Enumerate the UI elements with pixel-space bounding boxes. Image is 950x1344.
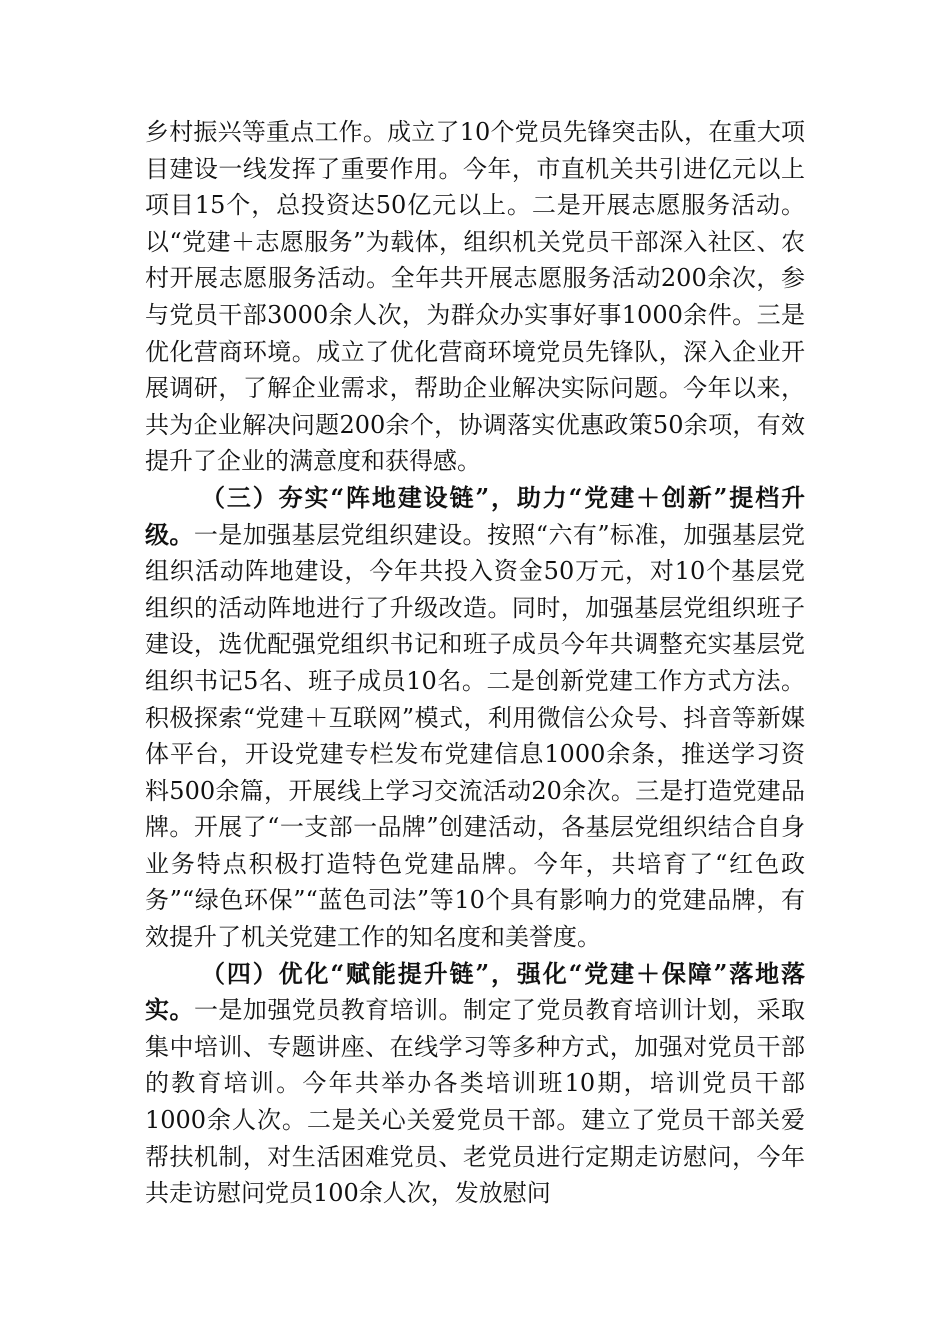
- document-page: [145, 114, 805, 1212]
- section-heading: （四）优化“赋能提升链”，强化“党建＋保障”落地落实。: [145, 958, 805, 1025]
- section-heading: （三）夯实“阵地建设链”，助力“党建＋创新”提档升级。: [145, 482, 805, 549]
- paragraph-body: 一是加强党员教育培训。制定了党员教育培训计划，采取集中培训、专题讲座、在线学习等多种方式，加强对党员干部的教育培训。今年共举办各类培训班10期，培训党员干部1000余人次。二是关心关爱党员干部。建立了党员干部关爱帮扶机制，对生活困难党员、老党员进行定期走访慰问，今年共走访慰问党员100余人次，发放慰问: [145, 996, 806, 1208]
- paragraph-body: 乡村振兴等重点工作。成立了10个党员先锋突击队，在重大项目建设一线发挥了重要作用。今年，市直机关共引进亿元以上项目15个，总投资达50亿元以上。二是开展志愿服务活动。以“党建＋志愿服务”为载体，组织机关党员干部深入社区、农村开展志愿服务活动。全年共开展志愿服务活动200余次，参与党员干部3000余人次，为群众办实事好事1000余件。三是优化营商环境。成立了优化营商环境党员先锋队，深入企业开展调研，了解企业需求，帮助企业解决实际问题。今年以来，共为企业解决问题200余个，协调落实优惠政策50余项，有效提升了企业的满意度和获得感。: [145, 118, 805, 476]
- paragraph-continuation: [145, 114, 805, 480]
- paragraph-section-4: [145, 956, 805, 1212]
- paragraph-body: 一是加强基层党组织建设。按照“六有”标准，加强基层党组织活动阵地建设，今年共投入资金50万元，对10个基层党组织的活动阵地进行了升级改造。同时，加强基层党组织班子建设，选优配强党组织书记和班子成员今年共调整充实基层党组织书记5名、班子成员10名。二是创新党建工作方式方法。积极探索“党建＋互联网”模式，利用微信公众号、抖音等新媒体平台，开设党建专栏发布党建信息1000余条，推送学习资料500余篇，开展线上学习交流活动20余次。三是打造党建品牌。开展了“一支部一品牌”创建活动，各基层党组织结合自身业务特点积极打造特色党建品牌。今年，共培育了“红色政务”“绿色环保”“蓝色司法”等10个具有影响力的党建品牌，有效提升了机关党建工作的知名度和美誉度。: [145, 520, 806, 952]
- paragraph-section-3: [145, 480, 805, 956]
